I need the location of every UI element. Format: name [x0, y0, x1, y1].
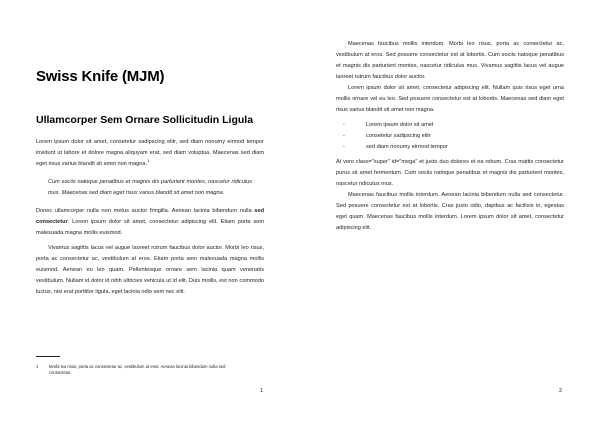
- right-page-body: [336, 39, 564, 234]
- list-item: [336, 120, 564, 131]
- bullet-dash: -: [343, 144, 345, 150]
- page-number: 1: [260, 388, 264, 394]
- list-item-text: Lorem ipsum dolor sit amet: [366, 122, 434, 128]
- body-paragraph: Vivamus sagittis lacus vel augue laoreet rutrum faucibus dolor auctor. Morbi leo risus, porta ac consectetur ac, vestibulum at eros. Etiam porta sem malesuada magna mollis euismod. Aenean eu leo quam. Pellentesque ornare sem lacinia quam venenatis vestibulum. Nullam id dolor id nibh ultricies vehicula ut id elit. Duis mollis, est non commodo luctus, nisi erat porttitor ligula, eget lacinia odio sem nec elit.: [36, 245, 264, 295]
- footnote-divider: [36, 356, 60, 357]
- list-item-text: sed diam nonumy eirmod tempor: [366, 144, 448, 150]
- left-page-body: [36, 137, 264, 298]
- page-number: 2: [559, 388, 563, 394]
- list-item: [336, 131, 564, 142]
- bullet-dash: -: [343, 122, 345, 128]
- right-page: [300, 0, 600, 424]
- block-quote: Cum sociis natoque penatibus et magnis dis parturient montes, nascetur ridiculus mus. Maecenas sed diam eget risus varius blandit sit amet non magna.: [48, 179, 252, 196]
- section-heading: Ullamcorper Sem Ornare Sollicitudin Ligula: [36, 114, 254, 126]
- body-paragraph: Maecenas faucibus mollis interdum. Morbi leo risus, porta ac consectetur ac, vestibulum at eros. Sed posuere consectetur est at lobortis. Cum sociis natoque penatibus et magnis dis parturient montes, nascetur ridiculus mus. Vivamus sagittis lacus vel augue laoreet rutrum faucibus dolor auctor.: [336, 41, 564, 80]
- document-title: Swiss Knife (MJM): [36, 68, 165, 85]
- list-item-text: consetetur sadipscing elitr: [366, 133, 431, 139]
- bullet-dash: -: [343, 133, 345, 139]
- body-paragraph: Maecenas faucibus mollis interdum. Aenean lacinia bibendum nulla sed consectetur. Sed posuere consectetur est at lobortis. Cras justo odio, dapibus ac facilisis in, egestas eget quam. Maecenas faucibus mollis interdum. Lorem ipsum dolor sit amet, consectetur adipiscing elit.: [336, 192, 564, 231]
- paragraph-text: Lorem ipsum dolor sit amet, consetetur sadipscing elitr, sed diam nonumy eirmod tempor invidunt ut labore et dolore magna aliquyam erat, sed diam voluptua. Maecenas sed diam eget risus varius blandit sit amet non magna.: [36, 139, 264, 167]
- paragraph-text: Donec ullamcorper nulla non metus auctor fringilla. Aenean lacinia bibendum nulla: [36, 208, 255, 214]
- bullet-list: [336, 120, 564, 153]
- list-item: [336, 142, 564, 153]
- body-paragraph: [36, 137, 264, 170]
- paragraph-text: . Lorem ipsum dolor sit amet, consectetur adipiscing elit. Etiam porta sem malesuada magna mollis euismod.: [36, 219, 264, 236]
- footnote-text: Morbi leo risus, porta ac consectetur ac, vestibulum at eros. Aenean lacinia bibendum nulla sed consectetur.: [49, 364, 226, 375]
- body-paragraph: At vero class="super" id="mega" et justo duo dolores et ea rebum. Cras mattis consectetur purus sit amet fermentum. Cum sociis natoque penatibus et magnis dis parturient montes, nascetur ridiculus mus.: [336, 159, 564, 187]
- body-paragraph: Lorem ipsum dolor sit amet, consectetur adipiscing elit. Nullam quis risus eget urna mollis ornare vel eu leo. Sed posuere consectetur est at lobortis. Maecenas sed diam eget risus varius blandit sit amet non magna.: [336, 85, 564, 113]
- footnote-reference[interactable]: 1: [147, 158, 150, 164]
- body-paragraph: [36, 206, 264, 239]
- bold-phrase: sed consectetur: [36, 208, 264, 225]
- footnote-mark: 1: [36, 364, 39, 369]
